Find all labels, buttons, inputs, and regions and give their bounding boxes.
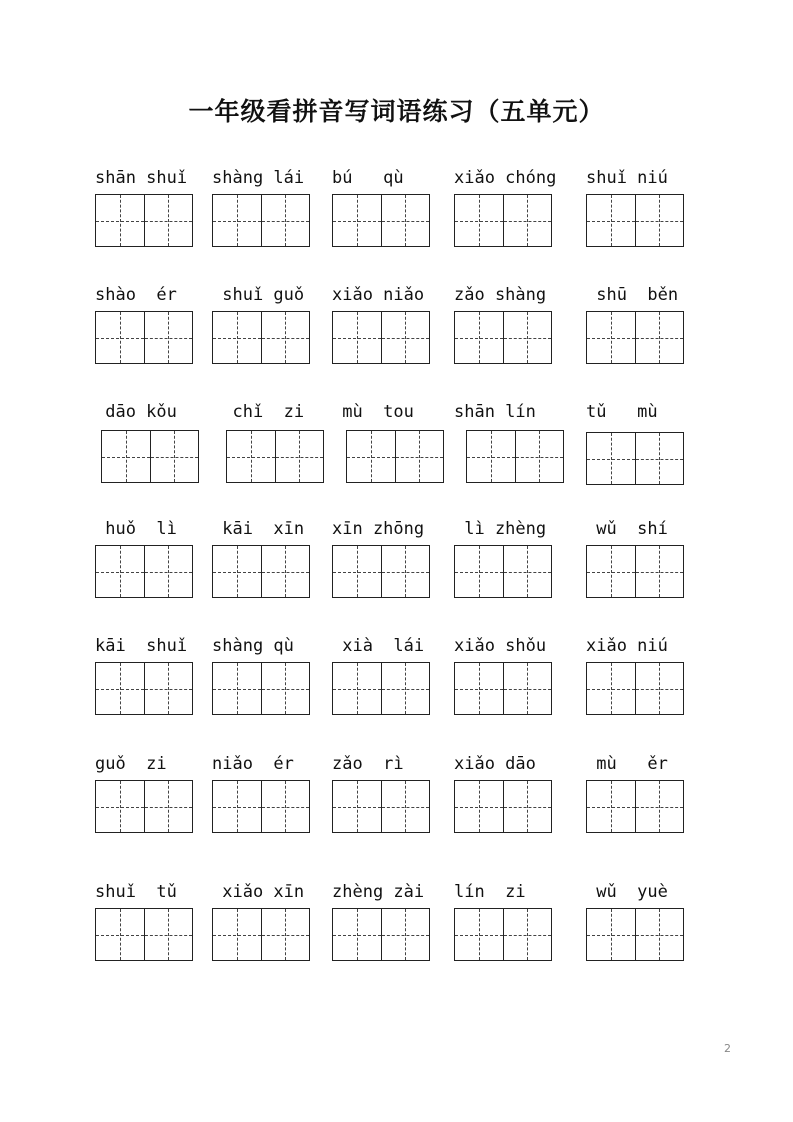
tianzige-box[interactable] bbox=[144, 312, 193, 363]
writing-grid[interactable] bbox=[332, 545, 430, 598]
writing-grid[interactable] bbox=[586, 545, 684, 598]
tianzige-box[interactable] bbox=[381, 663, 430, 714]
word-item bbox=[212, 402, 312, 482]
word-item bbox=[332, 636, 432, 716]
tianzige-box[interactable] bbox=[503, 781, 552, 832]
tianzige-box[interactable] bbox=[381, 909, 430, 960]
writing-grid[interactable] bbox=[454, 311, 552, 364]
tianzige-box[interactable] bbox=[144, 663, 193, 714]
tianzige-box[interactable] bbox=[503, 312, 552, 363]
tianzige-box[interactable] bbox=[635, 781, 684, 832]
exercise-row bbox=[0, 882, 793, 972]
writing-grid[interactable] bbox=[95, 662, 193, 715]
pinyin-label: shuǐ guǒ bbox=[212, 285, 305, 305]
pinyin-label: xīn zhōng bbox=[332, 519, 425, 539]
writing-grid[interactable] bbox=[95, 194, 193, 247]
word-item bbox=[332, 402, 432, 482]
tianzige-box[interactable] bbox=[381, 312, 430, 363]
tianzige-box[interactable] bbox=[381, 781, 430, 832]
tianzige-box[interactable] bbox=[503, 195, 552, 246]
writing-grid[interactable] bbox=[346, 430, 444, 483]
pinyin-label: shān shuǐ bbox=[95, 168, 188, 188]
word-item bbox=[586, 168, 686, 248]
word-item bbox=[586, 882, 686, 962]
writing-grid[interactable] bbox=[586, 311, 684, 364]
tianzige-box[interactable] bbox=[213, 781, 261, 832]
writing-grid[interactable] bbox=[212, 780, 310, 833]
tianzige-box[interactable] bbox=[587, 546, 635, 597]
writing-grid[interactable] bbox=[212, 662, 310, 715]
tianzige-box[interactable] bbox=[213, 909, 261, 960]
pinyin-label: dāo kǒu bbox=[95, 402, 177, 422]
pinyin-label: huǒ lì bbox=[95, 519, 177, 539]
pinyin-label: shàng qù bbox=[212, 636, 294, 656]
tianzige-box[interactable] bbox=[213, 195, 261, 246]
word-item bbox=[454, 882, 554, 962]
tianzige-box[interactable] bbox=[455, 195, 503, 246]
tianzige-box[interactable] bbox=[333, 312, 381, 363]
tianzige-box[interactable] bbox=[455, 546, 503, 597]
pinyin-label: tǔ mù bbox=[586, 402, 658, 422]
tianzige-box[interactable] bbox=[635, 433, 684, 484]
writing-grid[interactable] bbox=[332, 662, 430, 715]
tianzige-box[interactable] bbox=[333, 195, 381, 246]
tianzige-box[interactable] bbox=[261, 312, 310, 363]
tianzige-box[interactable] bbox=[635, 195, 684, 246]
writing-grid[interactable] bbox=[95, 780, 193, 833]
tianzige-box[interactable] bbox=[635, 312, 684, 363]
tianzige-box[interactable] bbox=[455, 909, 503, 960]
word-item bbox=[332, 754, 432, 834]
pinyin-label: mù tou bbox=[332, 402, 414, 422]
word-item bbox=[95, 636, 195, 716]
writing-grid[interactable] bbox=[212, 194, 310, 247]
word-item bbox=[454, 519, 554, 599]
tianzige-box[interactable] bbox=[333, 546, 381, 597]
word-item bbox=[212, 519, 312, 599]
word-item bbox=[95, 402, 195, 482]
pinyin-label: shuǐ tǔ bbox=[95, 882, 177, 902]
word-item bbox=[586, 519, 686, 599]
writing-grid[interactable] bbox=[212, 311, 310, 364]
tianzige-box[interactable] bbox=[347, 431, 395, 482]
word-item bbox=[212, 882, 312, 962]
pinyin-label: guǒ zi bbox=[95, 754, 167, 774]
writing-grid[interactable] bbox=[466, 430, 564, 483]
word-item bbox=[454, 168, 557, 248]
exercise-row bbox=[0, 519, 793, 609]
pinyin-label: bú qù bbox=[332, 168, 404, 188]
word-item bbox=[95, 882, 195, 962]
tianzige-box[interactable] bbox=[102, 431, 150, 482]
tianzige-box[interactable] bbox=[455, 312, 503, 363]
tianzige-box[interactable] bbox=[503, 663, 552, 714]
word-item bbox=[454, 402, 554, 482]
word-item bbox=[332, 168, 432, 248]
tianzige-box[interactable] bbox=[455, 781, 503, 832]
pinyin-label: shào ér bbox=[95, 285, 177, 305]
tianzige-box[interactable] bbox=[213, 312, 261, 363]
tianzige-box[interactable] bbox=[261, 781, 310, 832]
pinyin-label: shān lín bbox=[454, 402, 536, 422]
tianzige-box[interactable] bbox=[96, 909, 144, 960]
word-item bbox=[95, 754, 195, 834]
exercise-row bbox=[0, 285, 793, 375]
pinyin-label: xiǎo shǒu bbox=[454, 636, 547, 656]
word-item bbox=[95, 168, 195, 248]
tianzige-box[interactable] bbox=[587, 195, 635, 246]
tianzige-box[interactable] bbox=[261, 546, 310, 597]
word-item bbox=[586, 402, 686, 482]
tianzige-box[interactable] bbox=[503, 909, 552, 960]
writing-grid[interactable] bbox=[95, 311, 193, 364]
tianzige-box[interactable] bbox=[635, 909, 684, 960]
pinyin-label: xiǎo dāo bbox=[454, 754, 536, 774]
tianzige-box[interactable] bbox=[144, 546, 193, 597]
tianzige-box[interactable] bbox=[275, 431, 324, 482]
word-item bbox=[454, 636, 554, 716]
writing-grid[interactable] bbox=[332, 194, 430, 247]
tianzige-box[interactable] bbox=[333, 909, 381, 960]
tianzige-box[interactable] bbox=[144, 195, 193, 246]
exercise-row bbox=[0, 402, 793, 492]
tianzige-box[interactable] bbox=[150, 431, 199, 482]
tianzige-box[interactable] bbox=[587, 312, 635, 363]
word-item bbox=[212, 754, 312, 834]
pinyin-label: mù ěr bbox=[586, 754, 668, 774]
tianzige-box[interactable] bbox=[261, 663, 310, 714]
writing-grid[interactable] bbox=[332, 780, 430, 833]
writing-grid[interactable] bbox=[454, 662, 552, 715]
writing-grid[interactable] bbox=[95, 545, 193, 598]
writing-grid[interactable] bbox=[586, 194, 684, 247]
pinyin-label: xiǎo xīn bbox=[212, 882, 305, 902]
word-item bbox=[95, 285, 195, 365]
writing-grid[interactable] bbox=[212, 908, 310, 961]
pinyin-label: zhèng zài bbox=[332, 882, 425, 902]
pinyin-label: niǎo ér bbox=[212, 754, 294, 774]
tianzige-box[interactable] bbox=[587, 433, 635, 484]
tianzige-box[interactable] bbox=[587, 909, 635, 960]
pinyin-label: chǐ zi bbox=[212, 402, 305, 422]
tianzige-box[interactable] bbox=[96, 195, 144, 246]
word-item bbox=[332, 285, 432, 365]
pinyin-label: wǔ yuè bbox=[586, 882, 668, 902]
exercise-row bbox=[0, 754, 793, 844]
pinyin-label: lín zi bbox=[454, 882, 526, 902]
writing-grid[interactable] bbox=[586, 780, 684, 833]
exercise-row bbox=[0, 636, 793, 726]
worksheet-title: 一年级看拼音写词语练习（五单元） bbox=[188, 97, 605, 126]
tianzige-box[interactable] bbox=[96, 663, 144, 714]
writing-grid[interactable] bbox=[212, 545, 310, 598]
writing-grid[interactable] bbox=[101, 430, 199, 483]
writing-grid[interactable] bbox=[586, 662, 684, 715]
pinyin-label: xiǎo niú bbox=[586, 636, 668, 656]
word-item bbox=[212, 285, 312, 365]
writing-grid[interactable] bbox=[454, 908, 552, 961]
writing-grid[interactable] bbox=[454, 194, 552, 247]
tianzige-box[interactable] bbox=[515, 431, 564, 482]
writing-grid[interactable] bbox=[95, 908, 193, 961]
pinyin-label: shàng lái bbox=[212, 168, 305, 188]
tianzige-box[interactable] bbox=[467, 431, 515, 482]
tianzige-box[interactable] bbox=[333, 781, 381, 832]
tianzige-box[interactable] bbox=[587, 781, 635, 832]
tianzige-box[interactable] bbox=[587, 663, 635, 714]
pinyin-label: xià lái bbox=[332, 636, 425, 656]
writing-grid[interactable] bbox=[586, 432, 684, 485]
pinyin-label: zǎo rì bbox=[332, 754, 404, 774]
pinyin-label: xiǎo niǎo bbox=[332, 285, 425, 305]
writing-grid[interactable] bbox=[226, 430, 324, 483]
tianzige-box[interactable] bbox=[635, 663, 684, 714]
writing-grid[interactable] bbox=[586, 908, 684, 961]
pinyin-label: lì zhèng bbox=[454, 519, 547, 539]
tianzige-box[interactable] bbox=[96, 781, 144, 832]
page-number: 2 bbox=[724, 1042, 731, 1055]
writing-grid[interactable] bbox=[332, 908, 430, 961]
exercise-row bbox=[0, 168, 793, 258]
tianzige-box[interactable] bbox=[503, 546, 552, 597]
word-item bbox=[454, 754, 554, 834]
pinyin-label: xiǎo chóng bbox=[454, 168, 557, 188]
tianzige-box[interactable] bbox=[333, 663, 381, 714]
writing-grid[interactable] bbox=[332, 311, 430, 364]
pinyin-label: wǔ shí bbox=[586, 519, 668, 539]
tianzige-box[interactable] bbox=[261, 195, 310, 246]
tianzige-box[interactable] bbox=[455, 663, 503, 714]
word-item bbox=[586, 285, 686, 365]
tianzige-box[interactable] bbox=[635, 546, 684, 597]
word-item bbox=[212, 168, 312, 248]
pinyin-label: kāi shuǐ bbox=[95, 636, 188, 656]
pinyin-label: zǎo shàng bbox=[454, 285, 547, 305]
tianzige-box[interactable] bbox=[381, 195, 430, 246]
writing-grid[interactable] bbox=[454, 545, 552, 598]
tianzige-box[interactable] bbox=[395, 431, 444, 482]
tianzige-box[interactable] bbox=[96, 546, 144, 597]
word-item bbox=[586, 636, 686, 716]
word-item bbox=[454, 285, 554, 365]
tianzige-box[interactable] bbox=[261, 909, 310, 960]
pinyin-label: shū běn bbox=[586, 285, 679, 305]
tianzige-box[interactable] bbox=[381, 546, 430, 597]
tianzige-box[interactable] bbox=[144, 781, 193, 832]
tianzige-box[interactable] bbox=[96, 312, 144, 363]
tianzige-box[interactable] bbox=[213, 663, 261, 714]
word-item bbox=[332, 882, 432, 962]
writing-grid[interactable] bbox=[454, 780, 552, 833]
word-item bbox=[332, 519, 432, 599]
tianzige-box[interactable] bbox=[213, 546, 261, 597]
word-item bbox=[95, 519, 195, 599]
word-item bbox=[586, 754, 686, 834]
pinyin-label: shuǐ niú bbox=[586, 168, 668, 188]
word-item bbox=[212, 636, 312, 716]
tianzige-box[interactable] bbox=[144, 909, 193, 960]
pinyin-label: kāi xīn bbox=[212, 519, 305, 539]
tianzige-box[interactable] bbox=[227, 431, 275, 482]
